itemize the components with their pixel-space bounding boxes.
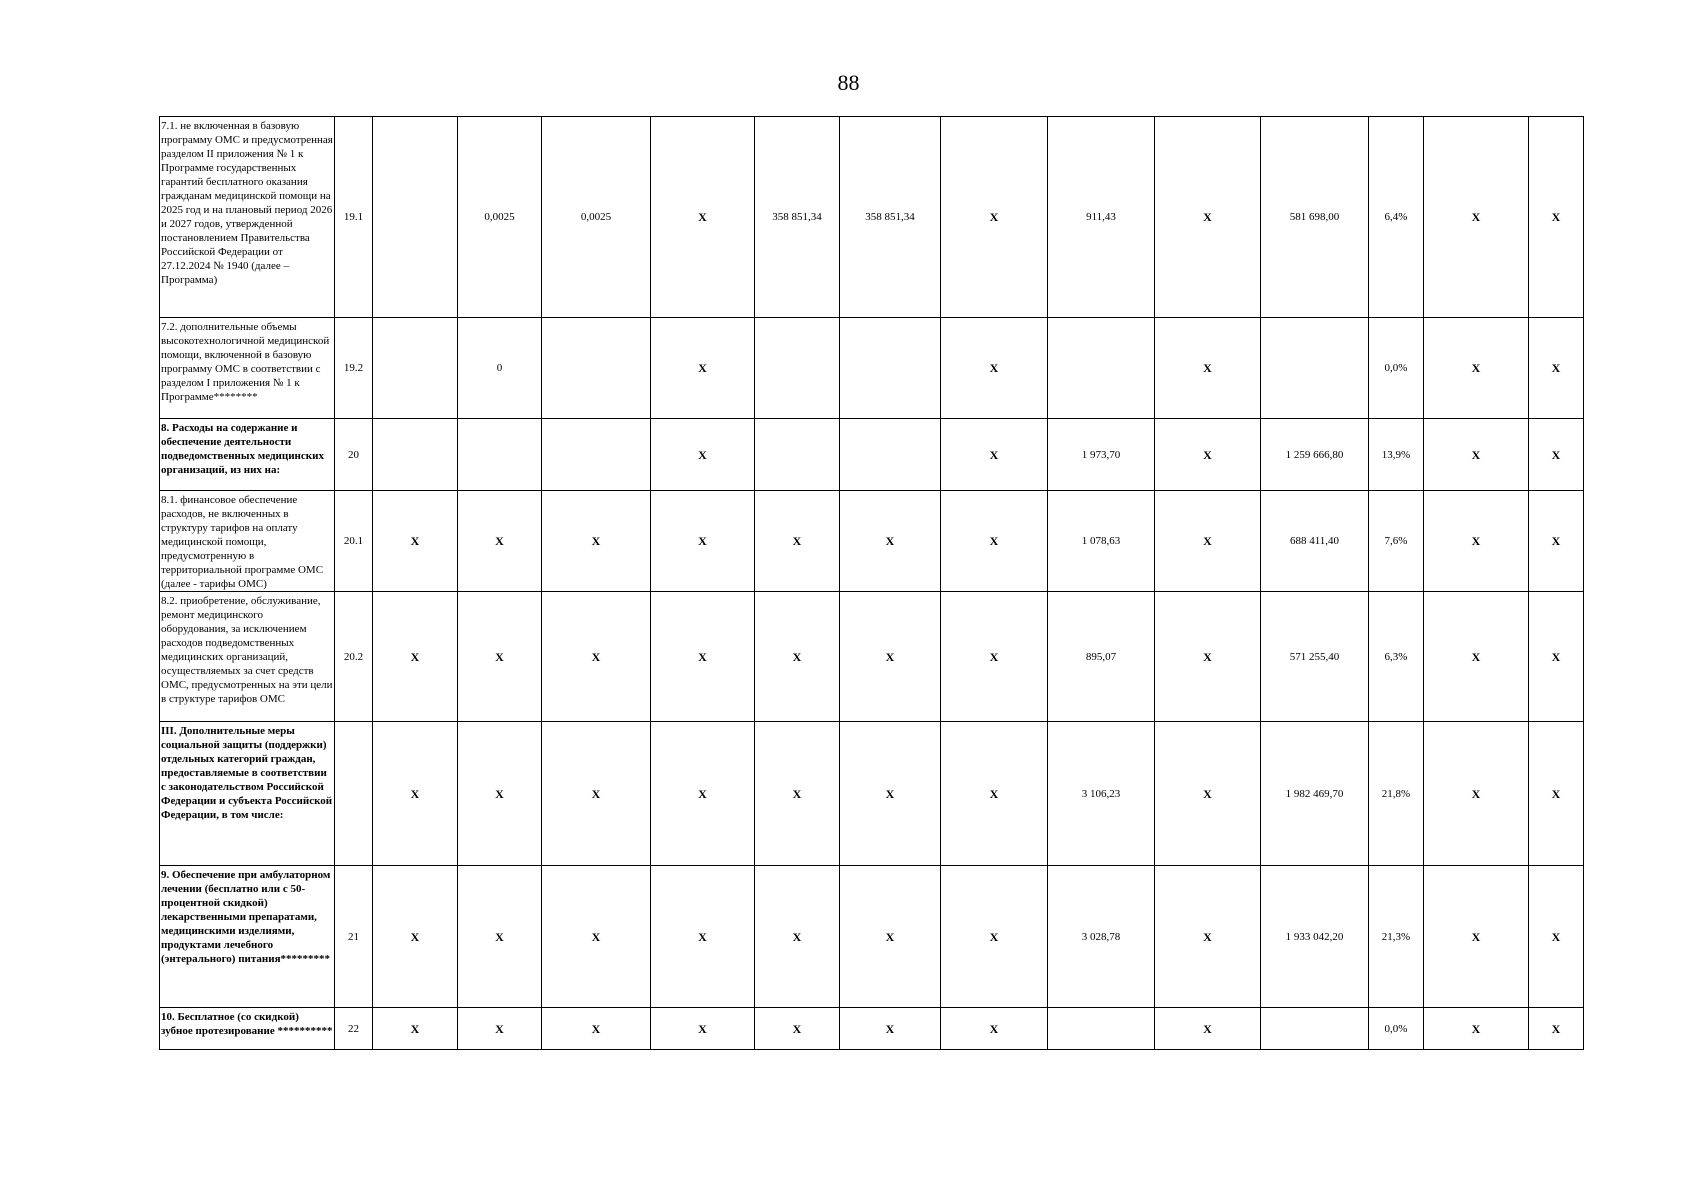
table-cell: X: [755, 722, 840, 866]
table-cell: 1 982 469,70: [1261, 722, 1369, 866]
table-cell: X: [941, 1008, 1048, 1050]
table-cell: X: [755, 1008, 840, 1050]
table-row: [160, 722, 1584, 866]
table-cell: X: [840, 866, 941, 1008]
table-cell: X: [1424, 318, 1529, 419]
table-cell: 21,3%: [1369, 866, 1424, 1008]
table-cell: 358 851,34: [755, 117, 840, 318]
row-code-cell: 19.1: [335, 117, 373, 318]
table-cell: X: [651, 419, 755, 491]
table-cell: 0,0%: [1369, 1008, 1424, 1050]
table-cell: X: [755, 866, 840, 1008]
table-cell: X: [458, 722, 542, 866]
table-cell: 358 851,34: [840, 117, 941, 318]
table-cell: [840, 318, 941, 419]
table-cell: 0,0025: [542, 117, 651, 318]
table-cell: 21,8%: [1369, 722, 1424, 866]
table-cell: X: [651, 866, 755, 1008]
row-description: 8.1. финансовое обеспечение расходов, не включенных в структуру тарифов на оплату медицинской помощи, предусмотренную в территориальной программе ОМС (далее - тарифы ОМС): [160, 491, 335, 592]
table-cell: X: [458, 866, 542, 1008]
table-cell: X: [1155, 722, 1261, 866]
table-cell: 3 028,78: [1048, 866, 1155, 1008]
table-cell: X: [651, 722, 755, 866]
table-cell: 1 933 042,20: [1261, 866, 1369, 1008]
table-cell: X: [1424, 117, 1529, 318]
table-cell: X: [1529, 866, 1584, 1008]
table-row: [160, 491, 1584, 592]
row-code-cell: 21: [335, 866, 373, 1008]
table-cell: [373, 419, 458, 491]
row-description: 7.2. дополнительные объемы высокотехнологичной медицинской помощи, включенной в базовую программу ОМС в соответствии с разделом I приложения № 1 к Программе********: [160, 318, 335, 419]
table-cell: [755, 318, 840, 419]
table-cell: X: [542, 866, 651, 1008]
table-cell: X: [651, 318, 755, 419]
table-cell: X: [840, 722, 941, 866]
table-cell: X: [1529, 1008, 1584, 1050]
table-row: [160, 1008, 1584, 1050]
table-cell: [1048, 1008, 1155, 1050]
table-cell: X: [1155, 1008, 1261, 1050]
table-cell: X: [941, 491, 1048, 592]
table-cell: X: [542, 722, 651, 866]
table-cell: 688 411,40: [1261, 491, 1369, 592]
table-cell: [1261, 318, 1369, 419]
table-cell: 7,6%: [1369, 491, 1424, 592]
table-cell: [1261, 1008, 1369, 1050]
table-cell: X: [651, 592, 755, 722]
table-cell: X: [373, 592, 458, 722]
table-cell: X: [651, 1008, 755, 1050]
row-code-cell: 20.2: [335, 592, 373, 722]
table-cell: X: [542, 592, 651, 722]
table-cell: 0: [458, 318, 542, 419]
data-table: [159, 116, 1584, 1050]
table-cell: X: [373, 722, 458, 866]
table-row: [160, 866, 1584, 1008]
row-code-cell: 19.2: [335, 318, 373, 419]
table-cell: [542, 419, 651, 491]
table-cell: X: [941, 318, 1048, 419]
table-cell: X: [1424, 592, 1529, 722]
table-row: [160, 592, 1584, 722]
table-cell: 581 698,00: [1261, 117, 1369, 318]
table-cell: [373, 117, 458, 318]
table-cell: X: [941, 117, 1048, 318]
table-cell: X: [1424, 419, 1529, 491]
row-code-cell: 22: [335, 1008, 373, 1050]
table-cell: X: [1529, 117, 1584, 318]
table-cell: X: [1529, 318, 1584, 419]
table-cell: X: [1155, 419, 1261, 491]
table-cell: 3 106,23: [1048, 722, 1155, 866]
table-cell: X: [458, 592, 542, 722]
table-cell: X: [373, 866, 458, 1008]
row-description: 10. Бесплатное (со скидкой) зубное протезирование **********: [160, 1008, 335, 1050]
table-cell: X: [941, 419, 1048, 491]
row-description: 8.2. приобретение, обслуживание, ремонт медицинского оборудования, за исключением расходов подведомственных медицинских организаций, осуществляемых за счет средств ОМС, предусмотренных на эти цели в структуре тарифов ОМС: [160, 592, 335, 722]
table-cell: X: [1155, 117, 1261, 318]
row-code-cell: [335, 722, 373, 866]
table-cell: 1 078,63: [1048, 491, 1155, 592]
table-cell: 895,07: [1048, 592, 1155, 722]
table-cell: X: [1529, 722, 1584, 866]
row-code-cell: 20: [335, 419, 373, 491]
table-cell: X: [373, 1008, 458, 1050]
table-row: [160, 318, 1584, 419]
table-cell: X: [1424, 722, 1529, 866]
table-cell: X: [941, 592, 1048, 722]
table-cell: [1048, 318, 1155, 419]
table-cell: 6,4%: [1369, 117, 1424, 318]
table-cell: 13,9%: [1369, 419, 1424, 491]
table-cell: X: [840, 1008, 941, 1050]
table-cell: X: [1424, 1008, 1529, 1050]
table-cell: [542, 318, 651, 419]
table-cell: X: [755, 592, 840, 722]
table-cell: [373, 318, 458, 419]
table-cell: X: [1529, 592, 1584, 722]
table-cell: X: [542, 1008, 651, 1050]
table-cell: [755, 419, 840, 491]
table-row: [160, 117, 1584, 318]
table-cell: X: [1529, 419, 1584, 491]
table-cell: 0,0025: [458, 117, 542, 318]
table-cell: X: [1155, 592, 1261, 722]
table-cell: 1 973,70: [1048, 419, 1155, 491]
table-cell: X: [458, 1008, 542, 1050]
table-cell: X: [542, 491, 651, 592]
page-number: 88: [837, 70, 860, 95]
table-cell: 6,3%: [1369, 592, 1424, 722]
table-cell: X: [1155, 318, 1261, 419]
table-cell: X: [840, 491, 941, 592]
row-code-cell: 20.1: [335, 491, 373, 592]
row-description: III. Дополнительные меры социальной защиты (поддержки) отдельных категорий граждан, предоставляемые в соответствии с законодательством Российской Федерации и субъекта Российской Федерации, в том числе:: [160, 722, 335, 866]
table-cell: [840, 419, 941, 491]
table-cell: X: [1424, 866, 1529, 1008]
table-cell: X: [755, 491, 840, 592]
table-cell: X: [941, 722, 1048, 866]
row-description: 9. Обеспечение при амбулаторном лечении (бесплатно или с 50-процентной скидкой) лекарственными препаратами, медицинскими изделиями, продуктами лечебного (энтерального) питания*********: [160, 866, 335, 1008]
table-cell: 1 259 666,80: [1261, 419, 1369, 491]
table-cell: X: [458, 491, 542, 592]
table-cell: X: [941, 866, 1048, 1008]
table-row: [160, 419, 1584, 491]
table-cell: X: [1155, 866, 1261, 1008]
table-cell: 0,0%: [1369, 318, 1424, 419]
table-cell: [458, 419, 542, 491]
table-body: [160, 117, 1584, 1050]
table-cell: X: [1155, 491, 1261, 592]
table-cell: X: [840, 592, 941, 722]
row-description: 8. Расходы на содержание и обеспечение деятельности подведомственных медицинских организаций, из них на:: [160, 419, 335, 491]
table-cell: 571 255,40: [1261, 592, 1369, 722]
table-cell: 911,43: [1048, 117, 1155, 318]
table-cell: X: [651, 117, 755, 318]
row-description: 7.1. не включенная в базовую программу ОМС и предусмотренная разделом II приложения № 1 к Программе государственных гарантий бесплатного оказания гражданам медицинской помощи на 2025 год и на плановый период 2026 и 2027 годов, утвержденной постановлением Правительства Российской Федерации от 27.12.2024 № 1940 (далее – Программа): [160, 117, 335, 318]
table-cell: X: [651, 491, 755, 592]
table-cell: X: [1424, 491, 1529, 592]
table-cell: X: [1529, 491, 1584, 592]
table-cell: X: [373, 491, 458, 592]
